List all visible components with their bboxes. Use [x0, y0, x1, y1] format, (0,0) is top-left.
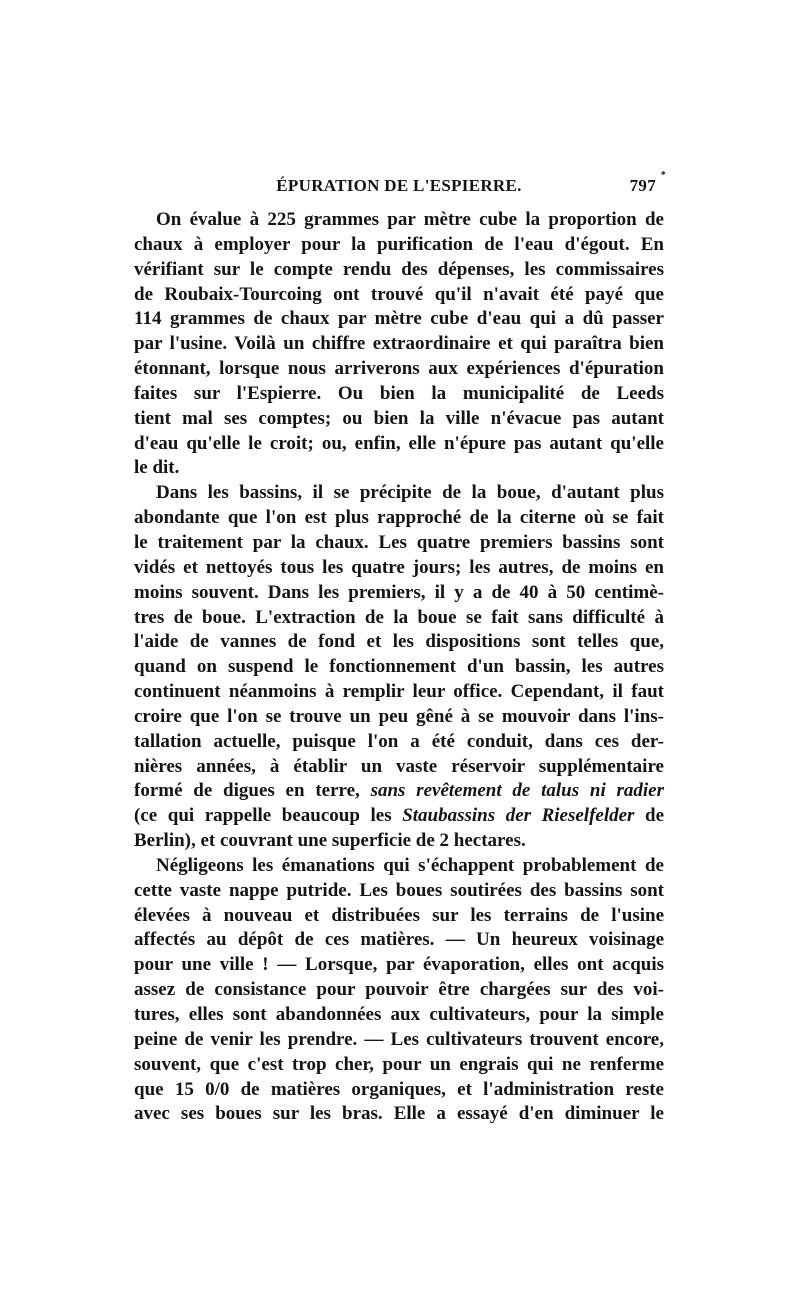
text-line-with-italic [134, 804, 664, 829]
text-line: souvent, que c'est trop cher, pour un engrais qui ne renferme [134, 1053, 664, 1075]
text-line: croire que l'on se trouve un peu gêné à se mouvoir dans l'ins- [134, 705, 664, 727]
text-line: assez de consistance pour pouvoir être chargées sur des voi- [134, 979, 664, 1001]
paragraph [134, 208, 664, 481]
running-head [134, 170, 666, 198]
text-line: étonnant, lorsque nous arriverons aux expériences d'épuration [134, 358, 664, 380]
text-line: l'aide de vannes de fond et les dispositions sont telles que, [134, 631, 664, 653]
text-line: le traitement par la chaux. Les quatre premiers bassins sont [134, 531, 664, 553]
text-line: d'eau qu'elle le croit; ou, enfin, elle n'épure pas autant qu'elle [134, 432, 664, 454]
text-line: moins souvent. Dans les premiers, il y a de 40 à 50 centimè- [134, 581, 664, 603]
text-line: chaux à employer pour la purification de l'eau d'égout. En [134, 233, 664, 255]
text-line-with-italic [134, 779, 664, 804]
text-line: tient mal ses comptes; ou bien la ville n'évacue pas autant [134, 407, 664, 429]
running-title: ÉPURATION DE L'ESPIERRE. [276, 176, 522, 195]
text-line: par l'usine. Voilà un chiffre extraordinaire et qui paraîtra bien [134, 333, 664, 355]
body-text [134, 208, 664, 1127]
text-run: de [645, 805, 665, 827]
text-line: 114 grammes de chaux par mètre cube d'eau qui a dû passer [134, 308, 664, 330]
text-line: quand on suspend le fonctionnement d'un bassin, les autres [134, 656, 664, 678]
paragraph [134, 854, 664, 1127]
text-line: que 15 0/0 de matières organiques, et l'administration reste [134, 1078, 664, 1100]
text-run: (ce qui rappelle beaucoup les [134, 805, 392, 827]
text-line: faites sur l'Espierre. Ou bien la municipalité de Leeds [134, 382, 664, 404]
text-line: abondante que l'on est plus rapproché de la citerne où se fait [134, 507, 664, 529]
italic-phrase: sans revêtement de talus ni radier [370, 780, 664, 802]
text-line: vidés et nettoyés tous les quatre jours; les autres, de moins en [134, 556, 664, 578]
text-line: affectés au dépôt de ces matières. — Un heureux voisinage [134, 929, 664, 951]
text-line: élevées à nouveau et distribuées sur les terrains de l'usine [134, 904, 664, 926]
text-line: cette vaste nappe putride. Les boues soutirées des bassins sont [134, 879, 664, 901]
page-mark: * [660, 170, 666, 181]
text-line: le dit. [134, 457, 180, 479]
text-line: Négligeons les émanations qui s'échappent probablement de [156, 854, 664, 876]
text-line: On évalue à 225 grammes par mètre cube la proportion de [156, 209, 664, 230]
text-line: Dans les bassins, il se précipite de la boue, d'autant plus [156, 482, 664, 504]
page-number: 797 [629, 176, 656, 195]
text-line: vérifiant sur le compte rendu des dépenses, les commissaires [134, 258, 664, 280]
text-line: continuent néanmoins à remplir leur office. Cependant, il faut [134, 681, 664, 703]
text-run: formé de digues en terre, [134, 780, 360, 802]
text-line: de Roubaix-Tourcoing ont trouvé qu'il n'avait été payé que [134, 283, 664, 305]
text-line: avec ses boues sur les bras. Elle a essayé d'en diminuer le [134, 1103, 664, 1125]
text-line: tures, elles sont abandonnées aux cultivateurs, pour la simple [134, 1004, 664, 1025]
text-line: tallation actuelle, puisque l'on a été conduit, dans ces der- [134, 730, 664, 752]
text-line: pour une ville ! — Lorsque, par évaporation, elles ont acquis [134, 954, 664, 976]
paragraph [134, 481, 664, 854]
text-line: Berlin), et couvrant une superficie de 2 hectares. [134, 830, 526, 852]
italic-phrase: Staubassins der Rieselfelder [402, 805, 635, 827]
text-line: nières années, à établir un vaste réservoir supplémentaire [134, 755, 664, 777]
text-line: tres de boue. L'extraction de la boue se fait sans difficulté à [134, 606, 664, 628]
text-line: peine de venir les prendre. — Les cultivateurs trouvent encore, [134, 1028, 664, 1050]
